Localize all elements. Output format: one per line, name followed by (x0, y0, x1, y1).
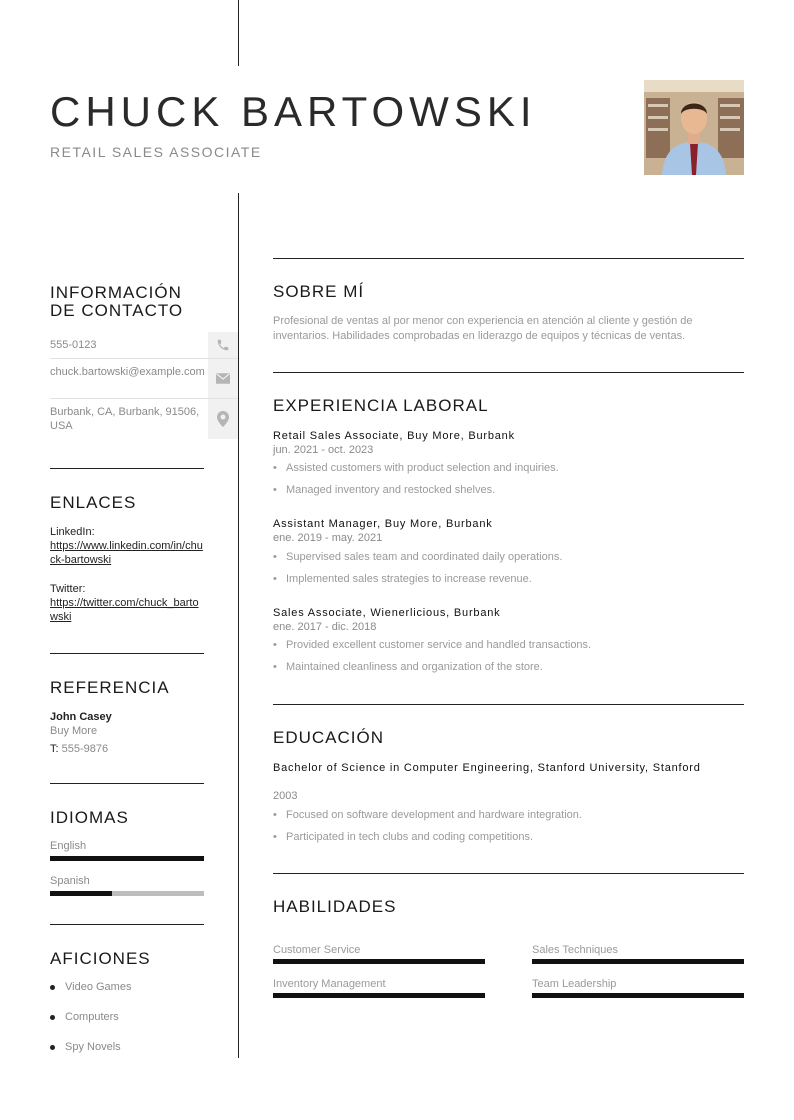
column-divider-line (238, 193, 239, 1058)
skill-level-fill (273, 959, 485, 964)
reference-phone-line (50, 742, 206, 756)
experience-heading: EXPERIENCIA LABORAL (273, 396, 489, 415)
section-divider (273, 258, 744, 259)
top-divider-line (238, 0, 239, 66)
job-dates: jun. 2021 - oct. 2023 (273, 444, 374, 456)
candidate-title: RETAIL SALES ASSOCIATE (50, 144, 262, 160)
skill-level-bar (273, 959, 485, 964)
reference-name: John Casey (50, 711, 112, 723)
job-title: Assistant Manager, Buy More, Burbank (273, 518, 493, 530)
language-level-bar (50, 891, 204, 896)
twitter-label: Twitter: (50, 583, 86, 595)
hobby-item (50, 981, 131, 993)
twitter-link-block (50, 582, 206, 624)
job-title: Sales Associate, Wienerlicious, Burbank (273, 607, 501, 619)
contact-phone-row (50, 332, 238, 359)
job-title: Retail Sales Associate, Buy More, Burbank (273, 430, 515, 442)
skill-level-bar (532, 959, 744, 964)
skill-level-fill (273, 993, 485, 998)
job-bullet-text: Maintained cleanliness and organization of the store. (286, 661, 543, 673)
hobby-item (50, 1011, 119, 1023)
linkedin-link-block (50, 525, 206, 567)
education-degree: Bachelor of Science in Computer Engineering, Stanford University, Stanford (273, 762, 701, 774)
map-pin-icon (208, 399, 238, 439)
contact-address: Burbank, CA, Burbank, 91506, USA (50, 406, 200, 432)
hobby-item (50, 1041, 121, 1053)
reference-block (50, 710, 206, 756)
linkedin-label: LinkedIn: (50, 526, 95, 538)
job-bullet-text: Managed inventory and restocked shelves. (286, 484, 496, 496)
job-bullet-text: Provided excellent customer service and handled transactions. (286, 639, 592, 651)
hobby-label: Computers (65, 1011, 119, 1023)
about-text: Profesional de ventas al por menor con experiencia en atención al cliente y gestión de inventarios. Habilidades comprobadas en liderazgo de equipos y técnicas de ventas. (273, 315, 693, 342)
education-year: 2003 (273, 790, 298, 802)
skill-level-bar (273, 993, 485, 998)
language-level-fill (50, 891, 112, 896)
contact-heading-line-1: INFORMACIÓN (50, 283, 182, 302)
bullet-dot (50, 1045, 55, 1050)
reference-phone-label: T: (50, 743, 59, 755)
language-name: English (50, 840, 87, 852)
profile-photo (644, 80, 744, 175)
contact-email-row (50, 359, 238, 399)
contact-phone: 555-0123 (50, 339, 97, 351)
education-bullet: • Focused on software development and hardware integration. (273, 809, 582, 821)
job-bullet: • Implemented sales strategies to increase revenue. (273, 573, 532, 585)
candidate-name: CHUCK BARTOWSKI (50, 88, 537, 135)
job-bullet: • Provided excellent customer service and handled transactions. (273, 639, 592, 651)
section-divider (50, 783, 204, 784)
language-name: Spanish (50, 875, 90, 887)
about-heading: SOBRE MÍ (273, 282, 365, 301)
job-bullet: • Supervised sales team and coordinated daily operations. (273, 551, 563, 563)
hobby-label: Video Games (65, 981, 132, 993)
hobbies-heading: AFICIONES (50, 949, 151, 968)
job-dates: ene. 2019 - may. 2021 (273, 532, 383, 544)
reference-company: Buy More (50, 725, 98, 737)
contact-heading (50, 284, 183, 320)
skill-name: Inventory Management (273, 978, 386, 990)
education-bullet-text: Participated in tech clubs and coding competitions. (286, 831, 534, 843)
links-heading: ENLACES (50, 493, 137, 512)
contact-email[interactable]: chuck.bartowski@example.com (50, 366, 205, 378)
job-bullet: • Managed inventory and restocked shelves. (273, 484, 496, 496)
section-divider (50, 653, 204, 654)
language-level-fill (50, 856, 204, 861)
skill-level-bar (532, 993, 744, 998)
skill-level-fill (532, 993, 744, 998)
envelope-icon (208, 359, 238, 398)
section-divider (273, 704, 744, 705)
job-bullet: • Assisted customers with product selection and inquiries. (273, 462, 559, 474)
job-bullet-text: Supervised sales team and coordinated daily operations. (286, 551, 563, 563)
job-bullet-text: Assisted customers with product selection and inquiries. (286, 462, 559, 474)
job-bullet-text: Implemented sales strategies to increase revenue. (286, 573, 532, 585)
bullet-dot (50, 1015, 55, 1020)
skill-level-fill (532, 959, 744, 964)
education-bullet: • Participated in tech clubs and coding competitions. (273, 831, 534, 843)
contact-address-row (50, 399, 238, 439)
phone-icon (208, 332, 238, 358)
section-divider (273, 873, 744, 874)
reference-phone: 555-9876 (61, 743, 109, 755)
linkedin-link[interactable]: https://www.linkedin.com/in/chuck-bartowski (50, 540, 203, 566)
languages-heading: IDIOMAS (50, 808, 129, 827)
skills-heading: HABILIDADES (273, 897, 397, 916)
education-bullet-text: Focused on software development and hardware integration. (286, 809, 582, 821)
contact-heading-line-2: DE CONTACTO (50, 301, 184, 320)
skill-name: Team Leadership (532, 978, 617, 990)
job-dates: ene. 2017 - dic. 2018 (273, 621, 377, 633)
twitter-link[interactable]: https://twitter.com/chuck_bartowski (50, 597, 199, 623)
section-divider (50, 924, 204, 925)
section-divider (273, 372, 744, 373)
reference-heading: REFERENCIA (50, 678, 170, 697)
hobby-label: Spy Novels (65, 1041, 121, 1053)
bullet-dot (50, 985, 55, 990)
job-bullet: • Maintained cleanliness and organization of the store. (273, 661, 543, 673)
skill-name: Sales Techniques (532, 944, 619, 956)
language-level-bar (50, 856, 204, 861)
skill-name: Customer Service (273, 944, 361, 956)
section-divider (50, 468, 204, 469)
education-heading: EDUCACIÓN (273, 728, 385, 747)
